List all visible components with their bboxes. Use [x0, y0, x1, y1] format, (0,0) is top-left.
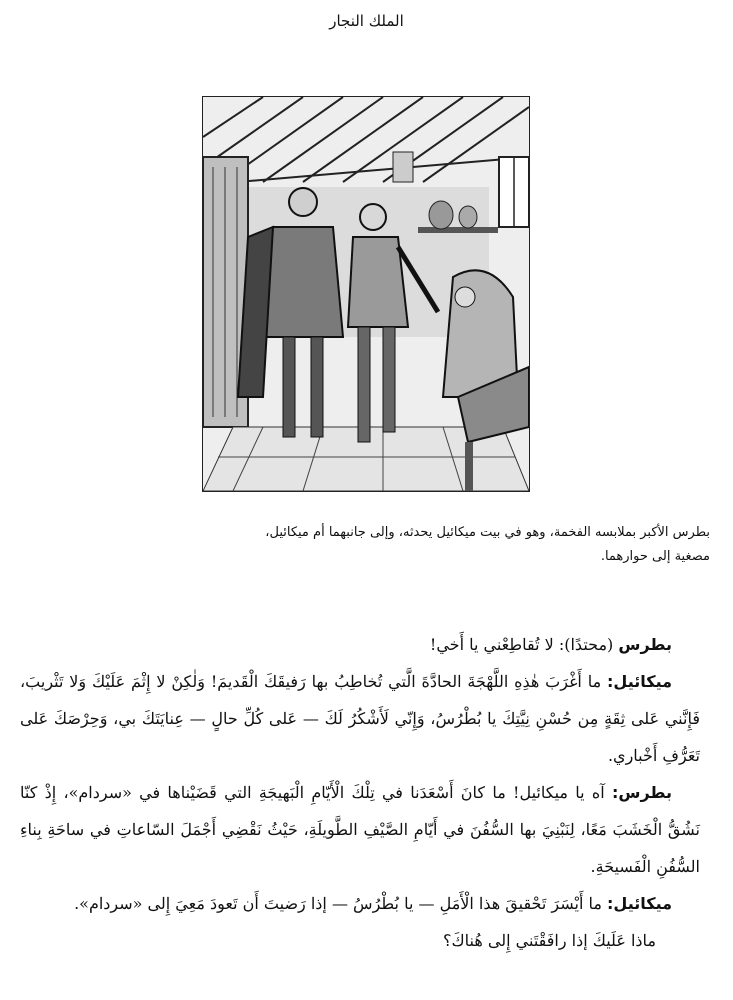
- illustration-caption: [24, 521, 710, 569]
- caption-line-2: مصغية إلى حوارهما.: [600, 549, 710, 564]
- speaker-name: ميكائيل:: [607, 672, 672, 691]
- speech-continuation: ماذا عَلَيكَ إذا رافَقْتَني إِلى هُناكَ؟: [443, 931, 656, 950]
- dialogue-text: [20, 626, 700, 959]
- speech-text: ما أَيْسَرَ تَحْقيقَ هذا الْأَمَلِ — يا بُطْرُسُ — إذا رَضيتَ أَن تَعودَ مَعِيَ إِلى «سردام».: [74, 894, 608, 913]
- caption-line-1: بطرس الأكبر بملابسه الفخمة، وهو في بيت ميكائيل يحدثه، وإلى جانبهما أم ميكائيل،: [265, 525, 710, 540]
- speech-paragraph: [20, 663, 700, 774]
- speaker-name: ميكائيل:: [607, 894, 672, 913]
- speech-paragraph: [20, 885, 700, 922]
- running-title: الملك النجار: [329, 12, 404, 30]
- speech-paragraph: [20, 774, 700, 885]
- speaker-name: بطرس: [618, 635, 672, 654]
- speaker-name: بطرس:: [611, 783, 672, 802]
- engraving-illustration: [202, 96, 530, 492]
- speech-text: (محتدًا): لا تُقاطِعْني يا أَخي!: [429, 635, 619, 654]
- speech-text: آه يا ميكائيل! ما كانَ أَسْعَدَنا في تِلْكَ الْأَيّامِ الْبَهيجَةِ التي قَضَيْناها في «سردام»، إِذْ كنّا نَشُقُّ الْخَشَبَ مَعًا، لِنَبْنِيَ بها السُّفُنَ في أَيّامِ الصَّيْفِ الطَّويلَةِ، حَيْثُ نَقْضِي أَجْمَلَ السّاعاتِ في ساحَةِ بِناءِ السُّفُنِ الْفَسيحَةِ.: [20, 783, 700, 876]
- speech-paragraph: [20, 626, 700, 663]
- speech-text: ما أَغْرَبَ هٰذِهِ اللَّهْجَةَ الحادَّةَ الَّتي تُخاطِبُ بها رَفيقَكَ الْقَديمَ! وَلٰكِنْ لا إِثْمَ عَلَيْكَ وَلا تَثْريبَ، فَإِنَّني عَلى ثِقَةٍ مِن حُسْنِ نِيَّتِكَ يا بُطْرُسُ، وَإِنّي لَأَشْكُرُ لَكَ — عَلى كُلِّ حالٍ — عِنايَتَكَ بي، وَحِرْصَكَ عَلى تَعَرُّفِ أَخْباري.: [20, 672, 700, 765]
